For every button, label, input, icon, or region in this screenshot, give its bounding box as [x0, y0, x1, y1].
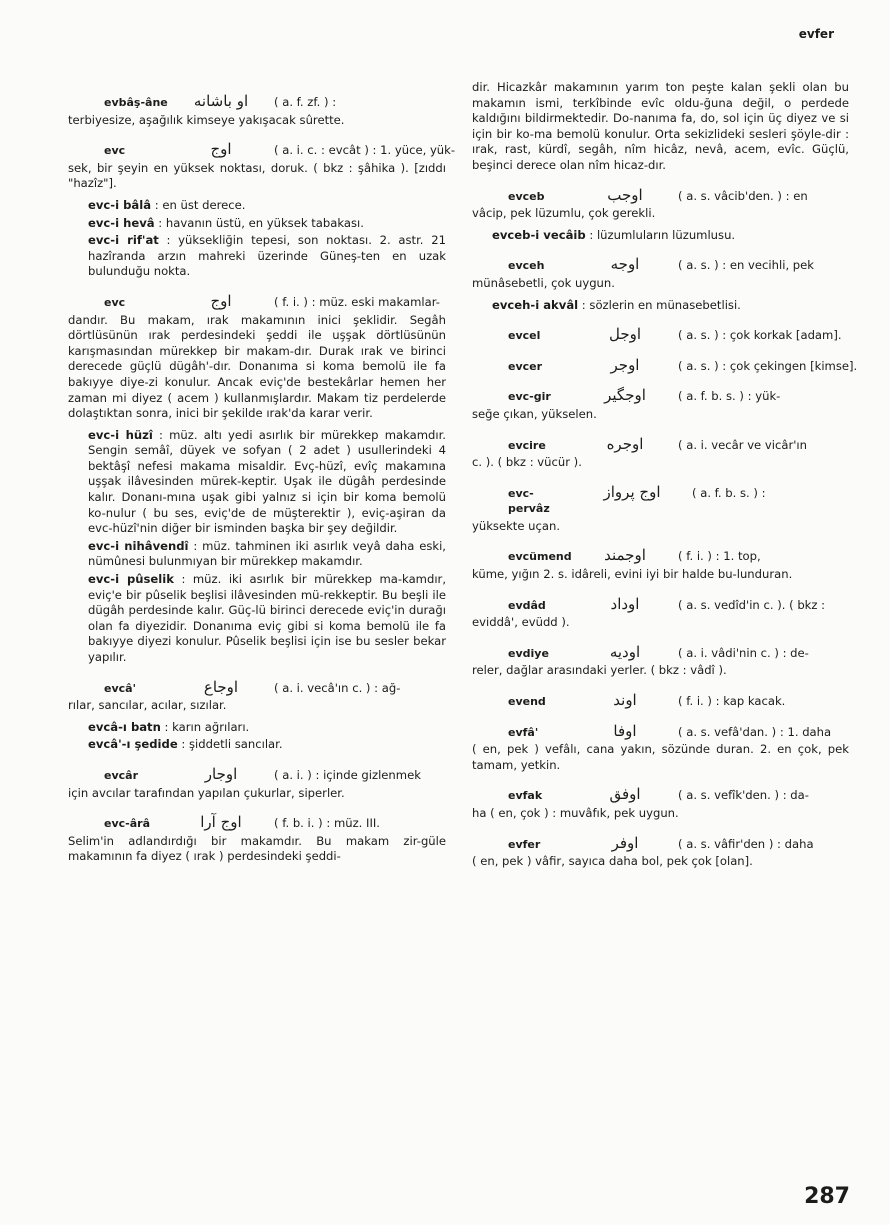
- entry-evcer: [472, 355, 858, 375]
- headword: evc-pervâz: [508, 486, 550, 516]
- headword: evfâ': [508, 725, 539, 739]
- headword: evc-ârâ: [104, 817, 150, 831]
- headword: evfak: [508, 789, 543, 803]
- arabic-script: اوفا: [613, 721, 637, 740]
- definition: seğe çıkan, yükselen.: [472, 406, 597, 421]
- subentry-text: : sözlerin en münasebetlisi.: [578, 297, 741, 312]
- subentry-text: : şiddetli sancılar.: [177, 737, 283, 752]
- entry-meta: ( a. s. vâcib'den. ) : en: [678, 188, 808, 203]
- entry-evcire: [472, 434, 849, 454]
- headword: evfer: [508, 837, 541, 851]
- entry-meta: ( a. i. c. : evcât ) : 1. yüce, yük-: [274, 143, 456, 158]
- entry-evfak: [472, 787, 849, 804]
- arabic-script: اوج: [210, 140, 232, 159]
- entry-meta: ( a. i. vecâr ve vicâr'ın: [678, 437, 807, 452]
- headword: evc: [104, 144, 126, 158]
- definition: rılar, sancılar, acılar, sızılar.: [68, 698, 227, 713]
- right-column: [472, 78, 858, 876]
- subentry-text: : müz. iki asırlık bir mürekkep ma-kamdır, eviç'e bir pûselik beşlisi ilâvesinden mü-rekkeptir. Bu beşli ile dügâh perdesinde kalır. Güç-lü birinci derecede eviç'in durağı olan fa diyezidir. Donanıma eviç gibi si koma bemolü ile fa bakıyye diyezi konulur. Pûselik beşlisi için ise bu sesler bekar yapılır.: [88, 572, 446, 664]
- subentry-headword: evceh-i akvâl: [492, 297, 579, 312]
- arabic-script: اوجار: [204, 764, 238, 783]
- page-number: 287: [804, 1184, 850, 1209]
- entry-evcel: [472, 327, 849, 344]
- definition: terbiyesize, aşağılık kimseye yakışacak sûrette.: [68, 112, 345, 127]
- entry-evcar: [68, 764, 446, 784]
- subentry-headword: evc-i rif'at: [88, 233, 159, 248]
- entry-evc-pervaz: [472, 482, 849, 517]
- entry-meta: ( a. s. vâfir'den ) : daha: [678, 836, 814, 851]
- subentry-text: : yüksekliğin tepesi, son noktası. 2. astr. 21 hazîranda arzın mahreki üzerinde Güneş-ten en uzak bulunduğu nokta.: [88, 233, 446, 279]
- definition-continued: dir. Hicazkâr makamının yarım ton peşte kalan şekli olan bu makamın ismi, terkîbinde evîc oldu-ğuna değil, o perdede kaldığını bildirmektedir. Do-nanıma fa, do, sol için üç diyez ve si için bir ko-ma bemolü konulur. Orta sekizlideki sesleri şöyle-dir : ırak, rast, kürdî, segâh, nîm hicâz, nevâ, acem, evîc. Güçlü, beşinci derece olan nîm hicaz-dır.: [472, 80, 849, 172]
- entry-meta: ( a. i. ) : içinde gizlenmek: [274, 767, 421, 782]
- definition: reler, dağlar arasındaki yerler. ( bkz : vâdî ).: [472, 663, 727, 678]
- arabic-script: اوجاع: [203, 677, 239, 696]
- arabic-script: اوج: [210, 291, 232, 310]
- subentry-headword: evcâ-ı batn: [88, 719, 161, 734]
- headword: evcümend: [508, 550, 572, 564]
- headword: evbâş-âne: [104, 96, 168, 109]
- entry-meta: ( f. b. i. ) : müz. III.: [274, 816, 380, 831]
- headword: evceb: [508, 189, 545, 203]
- subentry-text: : havanın üstü, en yüksek tabakası.: [154, 215, 364, 230]
- arabic-script: اوجمند: [604, 546, 646, 565]
- subentry-headword: evc-i hüzî: [88, 427, 153, 442]
- headword: evdiye: [508, 646, 549, 660]
- definition: vâcip, pek lüzumlu, çok gerekli.: [472, 206, 656, 221]
- arabic-script: اوج پرواز: [603, 482, 661, 501]
- entry-meta: ( f. i. ) : 1. top,: [678, 549, 761, 564]
- arabic-script: اوجر: [610, 355, 640, 374]
- running-header: evfer: [798, 27, 834, 41]
- arabic-script: اوجل: [608, 325, 642, 344]
- definition: münâsebetli, çok uygun.: [472, 275, 615, 290]
- arabic-script: اوجره: [606, 434, 644, 453]
- headword: evceh: [508, 259, 545, 273]
- subentry: [88, 216, 446, 232]
- entry-meta: ( a. s. ) : en vecihli, pek: [678, 258, 815, 273]
- definition: ha ( en, çok ) : muvâfık, pek uygun.: [472, 806, 679, 820]
- entry-evcumend: [472, 548, 849, 565]
- entry-evc-ara: [68, 815, 446, 832]
- definition: Selim'in adlandırdığı bir makamdır. Bu makam zir-güle makamının fa diyez ( ırak ) perdesindeki şeddi-: [68, 833, 446, 864]
- entry-evc-f: [68, 291, 446, 311]
- definition: için avcılar tarafından yapılan çukurlar, siperler.: [68, 785, 345, 800]
- subentry-headword: evcâ'-ı şedide: [88, 737, 178, 752]
- arabic-script: او باشانه: [193, 92, 249, 110]
- entry-evceb: [472, 185, 849, 205]
- entry-evceh: [472, 257, 849, 274]
- subentry-headword: evc-i bâlâ: [88, 197, 152, 212]
- entry-meta: ( a. i. vâdi'nin c. ) : de-: [678, 645, 809, 660]
- definition: dandır. Bu makam, ırak makamının inici şeklidir. Segâh dörtlüsünün ırak perdesindeki şeddi ile uşşak dörtlüsünün karışmasından mürekkep bir makam-dır. Durak ırak ve birinci derecede güçlü dügâh'-dır. Donanıma si koma bemolü ile fa bakıyye diye-zi konulur. Ancak eviç'de bestekârlar hemen her zaman mi diyez ( acem ) kullanmışlardır. Makam tiz perdelerde dolaştıktan sonra, inici bir şekilde ırak'da karar verir.: [68, 312, 446, 421]
- arabic-script: اوفر: [611, 833, 639, 852]
- entry-evbasane: [68, 94, 446, 111]
- entry-meta: ( a. i. vecâ'ın c. ) : ağ-: [274, 680, 401, 695]
- definition: sek, bir şeyin en yüksek noktası, doruk. ( bkz : şâhika ). [zıddı "hazîz"].: [68, 160, 446, 191]
- definition: ( en, pek ) vâfir, sayıca daha bol, pek çok [olan].: [472, 854, 753, 869]
- headword: evcâ': [104, 681, 136, 695]
- entry-meta: ( a. f. b. s. ) : yük-: [678, 389, 781, 404]
- arabic-script: اوند: [613, 691, 637, 710]
- arabic-script: اوجب: [607, 185, 643, 204]
- definition: c. ). ( bkz : vücür ).: [472, 455, 582, 470]
- entry-meta: ( f. i. ) : kap kacak.: [678, 694, 786, 709]
- subentry-headword: evceb-i vecâib: [492, 227, 586, 242]
- arabic-script: اوج آرا: [200, 813, 242, 832]
- entry-evfa: [472, 721, 849, 741]
- subentry: [88, 233, 446, 280]
- headword: evend: [508, 695, 546, 709]
- entry-evdiye: [472, 642, 849, 662]
- arabic-script: اوجگیر: [604, 386, 646, 405]
- arabic-script: اوداد: [610, 594, 640, 613]
- subentry-headword: evc-i nihâvendî: [88, 538, 189, 553]
- subentry-text: : müz. tahminen iki asırlık veyâ daha eski, nümûnesi bulunmıyan bir mürekkep makamdır.: [88, 538, 446, 569]
- headword: evcâr: [104, 768, 138, 782]
- entry-evdad: [472, 594, 849, 614]
- entry-evc-gir: [472, 388, 849, 405]
- arabic-script: اوجه: [610, 255, 640, 274]
- subentry: [88, 539, 446, 570]
- headword: evcel: [508, 329, 541, 343]
- definition: yüksekte uçan.: [472, 518, 561, 533]
- subentry-text: : lüzumluların lüzumlusu.: [585, 227, 736, 242]
- subentry-text: : en üst derece.: [151, 197, 246, 212]
- headword: evc-gir: [508, 390, 551, 404]
- headword: evcer: [508, 359, 543, 373]
- entry-meta: ( a. s. vedîd'in c. ). ( bkz :: [678, 597, 826, 612]
- entry-evca: [68, 677, 446, 697]
- definition: eviddâ', evüdd ).: [472, 615, 570, 630]
- subentry-text: : karın ağrıları.: [160, 719, 250, 734]
- entry-meta: ( a. f. b. s. ) :: [692, 485, 766, 500]
- subentry: [492, 228, 849, 244]
- left-column: [68, 78, 456, 871]
- subentry-headword: evc-i hevâ: [88, 215, 155, 230]
- entry-meta: ( a. s. ) : çok çekingen [kimse].: [678, 358, 858, 373]
- entry-meta: ( a. s. vefâ'dan. ) : 1. daha: [678, 724, 832, 739]
- headword: evcire: [508, 438, 546, 452]
- entry-meta: ( a. f. zf. ) :: [274, 95, 337, 109]
- entry-meta: ( f. i. ) : müz. eski makamlar-: [274, 294, 440, 309]
- arabic-script: اودیه: [609, 642, 641, 661]
- entry-evend: [472, 693, 849, 710]
- subentry: [492, 298, 849, 314]
- definition: küme, yığın 2. s. idâreli, evini iyi bir halde bu-lunduran.: [472, 567, 793, 582]
- definition: ( en, pek ) vefâlı, cana yakın, sözünde duran. 2. en çok, pek tamam, yetkin.: [472, 742, 849, 772]
- entry-meta: ( a. s. vefîk'den. ) : da-: [678, 788, 809, 803]
- entry-evfer: [472, 833, 849, 853]
- subentry: [88, 572, 446, 666]
- entry-evc-a: [68, 140, 456, 159]
- subentry: [88, 737, 446, 753]
- subentry: [88, 720, 446, 736]
- entry-meta: ( a. s. ) : çok korkak [adam].: [678, 328, 842, 343]
- subentry: [88, 198, 446, 214]
- headword: evc: [104, 295, 126, 309]
- subentry-text: : müz. altı yedi asırlık bir mürekkep makamdır. Sengin semâî, düyek ve sofyan ( 2 adet ) usullerindeki 4 bektâşî nefesi makama misaldir. Evç-hüzî, evîç makamına uşşak ilâvesinden mürek-keptir. Uşak ile dügâh perdesinde kalır. Donanı-mına uşak gibi yalnız si için bir koma bemolü ko-nulur ( bu ses, eviç'de de müşterektir ), eviç-aşiran da evc-hüzî'nin diğer bir isminden başka bir şey değildir.: [88, 427, 446, 536]
- headword: evdâd: [508, 598, 546, 612]
- subentry-headword: evc-i pûselik: [88, 572, 174, 587]
- arabic-script: اوفق: [609, 785, 641, 804]
- subentry: [88, 428, 446, 537]
